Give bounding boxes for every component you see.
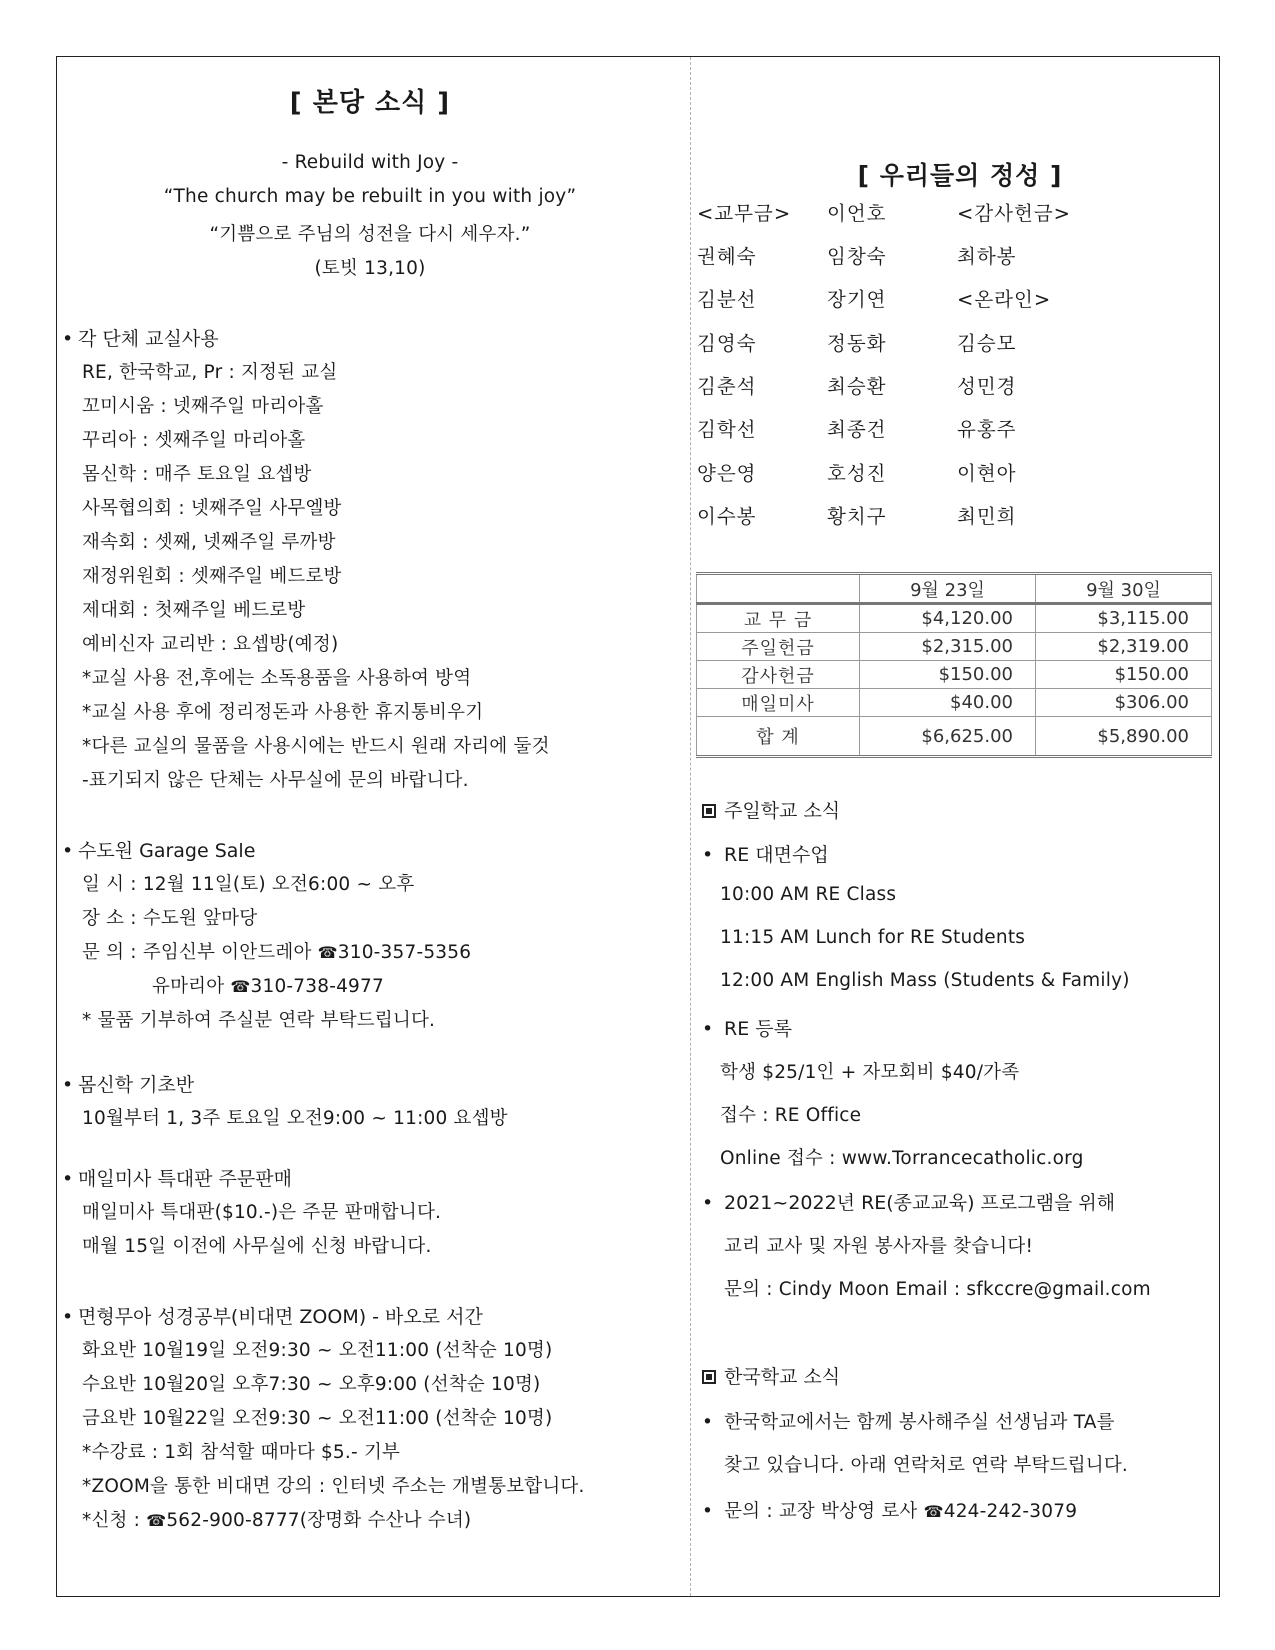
phone-icon: ☎ xyxy=(230,977,251,996)
korean-school-item: • 한국학교에서는 함께 봉사해주실 선생님과 TA를 xyxy=(702,1412,1115,1433)
theology-schedule: 10월부터 1, 3주 토요일 오전9:00 ~ 11:00 요셉방 xyxy=(82,1108,508,1129)
donor-name: <감사헌금> xyxy=(957,202,1072,225)
phone-icon: ☎ xyxy=(317,943,338,962)
donor-name: 장기연 xyxy=(827,288,887,311)
classroom-line: 재속회 : 셋째, 넷째주일 루까방 xyxy=(82,532,336,553)
donor-name: 유홍주 xyxy=(957,418,1017,441)
table-cell: $4,120.00 xyxy=(860,604,1036,633)
missal-line: 매월 15일 이전에 사무실에 신청 바랍니다. xyxy=(82,1236,432,1257)
donor-name: 김영숙 xyxy=(697,332,757,355)
parish-news-title: [ 본당 소식 ] xyxy=(289,88,451,118)
donor-name: 이수봉 xyxy=(697,505,757,528)
volunteer-contact: 문의 : Cindy Moon Email : sfkccre@gmail.com xyxy=(724,1279,1151,1300)
bible-study-apply: *신청 : ☎562-900-8777(장명화 수산나 수녀) xyxy=(82,1510,472,1531)
bible-study-line: 수요반 10월20일 오후7:30 ~ 오후9:00 (선착순 10명) xyxy=(82,1374,541,1395)
re-registration-line: 학생 $25/1인 + 자모회비 $40/가족 xyxy=(720,1062,1020,1083)
classroom-line: 사목협의회 : 넷째주일 사무엘방 xyxy=(82,498,342,519)
table-cell: $3,115.00 xyxy=(1036,604,1212,633)
donor-name: 이언호 xyxy=(827,202,887,225)
donor-name: 정동화 xyxy=(827,332,887,355)
square-bullet-icon xyxy=(702,1370,716,1384)
missal-heading: • 매일미사 특대판 주문판매 xyxy=(62,1168,292,1190)
table-cell: $150.00 xyxy=(1036,661,1212,689)
donor-name: 김춘석 xyxy=(697,375,757,398)
classroom-heading: • 각 단체 교실사용 xyxy=(62,328,219,350)
bible-study-heading: • 면형무아 성경공부(비대면 ZOOM) - 바오로 서간 xyxy=(62,1306,483,1328)
table-total-row xyxy=(697,717,1212,757)
phone-icon: ☎ xyxy=(146,1511,167,1530)
table-cell: $6,625.00 xyxy=(860,717,1036,757)
donor-name: 이현아 xyxy=(957,462,1017,485)
classroom-line: 꼬미시움 : 넷째주일 마리아홀 xyxy=(82,396,324,417)
re-registration-heading: • RE 등록 xyxy=(702,1018,793,1040)
table-cell: $2,315.00 xyxy=(860,633,1036,661)
table-row xyxy=(697,604,1212,633)
classroom-note: *교실 사용 전,후에는 소독용품을 사용하여 방역 xyxy=(82,668,472,689)
re-class-heading: • RE 대면수업 xyxy=(702,844,829,866)
motto-line-1: - Rebuild with Joy - xyxy=(281,152,459,173)
re-class-line: 11:15 AM Lunch for RE Students xyxy=(720,927,1026,948)
table-header-cell: 9월 23일 xyxy=(860,574,1036,604)
table-cell: $40.00 xyxy=(860,689,1036,717)
column-divider xyxy=(690,57,691,1596)
garage-sale-note: * 물품 기부하여 주실분 연락 부탁드립니다. xyxy=(82,1010,436,1031)
missal-line: 매일미사 특대판($10.-)은 주문 판매합니다. xyxy=(82,1202,442,1223)
donor-name: 호성진 xyxy=(827,462,887,485)
table-cell: 합 계 xyxy=(697,717,860,757)
volunteer-line: 교리 교사 및 자원 봉사자를 찾습니다! xyxy=(724,1236,1034,1257)
bible-study-line: *ZOOM을 통한 비대면 강의 : 인터넷 주소는 개별통보합니다. xyxy=(82,1476,585,1497)
korean-school-heading: 한국학교 소식 xyxy=(702,1362,840,1389)
donor-name: 권혜숙 xyxy=(697,245,757,268)
donor-name: 최종건 xyxy=(827,418,887,441)
korean-school-contact: • 문의 : 교장 박상영 로사 ☎424-242-3079 xyxy=(702,1501,1078,1522)
table-cell: 감사헌금 xyxy=(697,661,860,689)
offerings-title: [ 우리들의 정성 ] xyxy=(857,161,1063,190)
garage-sale-heading: • 수도원 Garage Sale xyxy=(62,840,256,862)
table-header-cell xyxy=(697,574,860,604)
classroom-line: RE, 한국학교, Pr : 지정된 교실 xyxy=(82,362,338,383)
volunteer-heading: • 2021~2022년 RE(종교교육) 프로그램을 위해 xyxy=(702,1192,1116,1214)
donor-name: 김분선 xyxy=(697,288,757,311)
table-cell: $150.00 xyxy=(860,661,1036,689)
donor-name: 김학선 xyxy=(697,418,757,441)
bible-study-line: *수강료 : 1회 참석할 때마다 $5.- 기부 xyxy=(82,1442,401,1463)
motto-line-2: “The church may be rebuilt in you with joy” xyxy=(163,186,577,207)
classroom-line: 재정위원회 : 셋째주일 베드로방 xyxy=(82,566,342,587)
classroom-line: 제대회 : 첫째주일 베드로방 xyxy=(82,600,306,621)
garage-sale-place: 장 소 : 수도원 앞마당 xyxy=(82,908,258,929)
donor-name: 최민희 xyxy=(957,505,1017,528)
phone-icon: ☎ xyxy=(923,1502,944,1521)
table-row xyxy=(697,689,1212,717)
donor-name: 최승환 xyxy=(827,375,887,398)
donor-name: 황치구 xyxy=(827,505,887,528)
square-bullet-icon xyxy=(702,804,716,818)
donor-name: 최하봉 xyxy=(957,245,1017,268)
classroom-note: -표기되지 않은 단체는 사무실에 문의 바랍니다. xyxy=(82,770,469,791)
table-cell: $5,890.00 xyxy=(1036,717,1212,757)
table-cell: $2,319.00 xyxy=(1036,633,1212,661)
motto-line-3: “기쁨으로 주님의 성전을 다시 세우자.” xyxy=(209,224,531,245)
re-registration-line: Online 접수 : www.Torrancecatholic.org xyxy=(720,1148,1084,1169)
re-registration-line: 접수 : RE Office xyxy=(720,1105,862,1126)
motto-citation: (토빗 13,10) xyxy=(314,258,426,279)
donor-name: 성민경 xyxy=(957,375,1017,398)
sunday-school-heading: 주일학교 소식 xyxy=(702,796,840,823)
offering-table xyxy=(696,572,1212,758)
re-class-line: 10:00 AM RE Class xyxy=(720,884,897,905)
theology-heading: • 몸신학 기초반 xyxy=(62,1074,195,1096)
bible-study-line: 화요반 10월19일 오전9:30 ~ 오전11:00 (선착순 10명) xyxy=(82,1340,553,1361)
table-header-row xyxy=(697,574,1212,604)
table-cell: 매일미사 xyxy=(697,689,860,717)
table-cell: 교 무 금 xyxy=(697,604,860,633)
garage-sale-contact-2: 유마리아 ☎310-738-4977 xyxy=(152,976,384,997)
donor-name: 양은영 xyxy=(697,462,757,485)
table-header-cell: 9월 30일 xyxy=(1036,574,1212,604)
donor-name: 김승모 xyxy=(957,332,1017,355)
classroom-line: 예비신자 교리반 : 요셉방(예정) xyxy=(82,634,339,655)
table-cell: 주일헌금 xyxy=(697,633,860,661)
bible-study-line: 금요반 10월22일 오전9:30 ~ 오전11:00 (선착순 10명) xyxy=(82,1408,553,1429)
table-row xyxy=(697,661,1212,689)
garage-sale-date: 일 시 : 12월 11일(토) 오전6:00 ~ 오후 xyxy=(82,874,415,895)
garage-sale-contact-1: 문 의 : 주임신부 이안드레아 ☎310-357-5356 xyxy=(82,942,472,963)
classroom-line: 꾸리아 : 셋째주일 마리아홀 xyxy=(82,430,306,451)
classroom-line: 몸신학 : 매주 토요일 요셉방 xyxy=(82,464,312,485)
classroom-note: *교실 사용 후에 정리정돈과 사용한 휴지통비우기 xyxy=(82,702,484,723)
re-class-line: 12:00 AM English Mass (Students & Family) xyxy=(720,970,1130,991)
donor-name: <온라인> xyxy=(957,288,1052,311)
donor-name: 임창숙 xyxy=(827,245,887,268)
table-row xyxy=(697,633,1212,661)
korean-school-item-cont: 찾고 있습니다. 아래 연락처로 연락 부탁드립니다. xyxy=(724,1455,1128,1476)
donor-name: <교무금> xyxy=(697,202,792,225)
table-cell: $306.00 xyxy=(1036,689,1212,717)
classroom-note: *다른 교실의 물품을 사용시에는 반드시 원래 자리에 둘것 xyxy=(82,736,550,757)
